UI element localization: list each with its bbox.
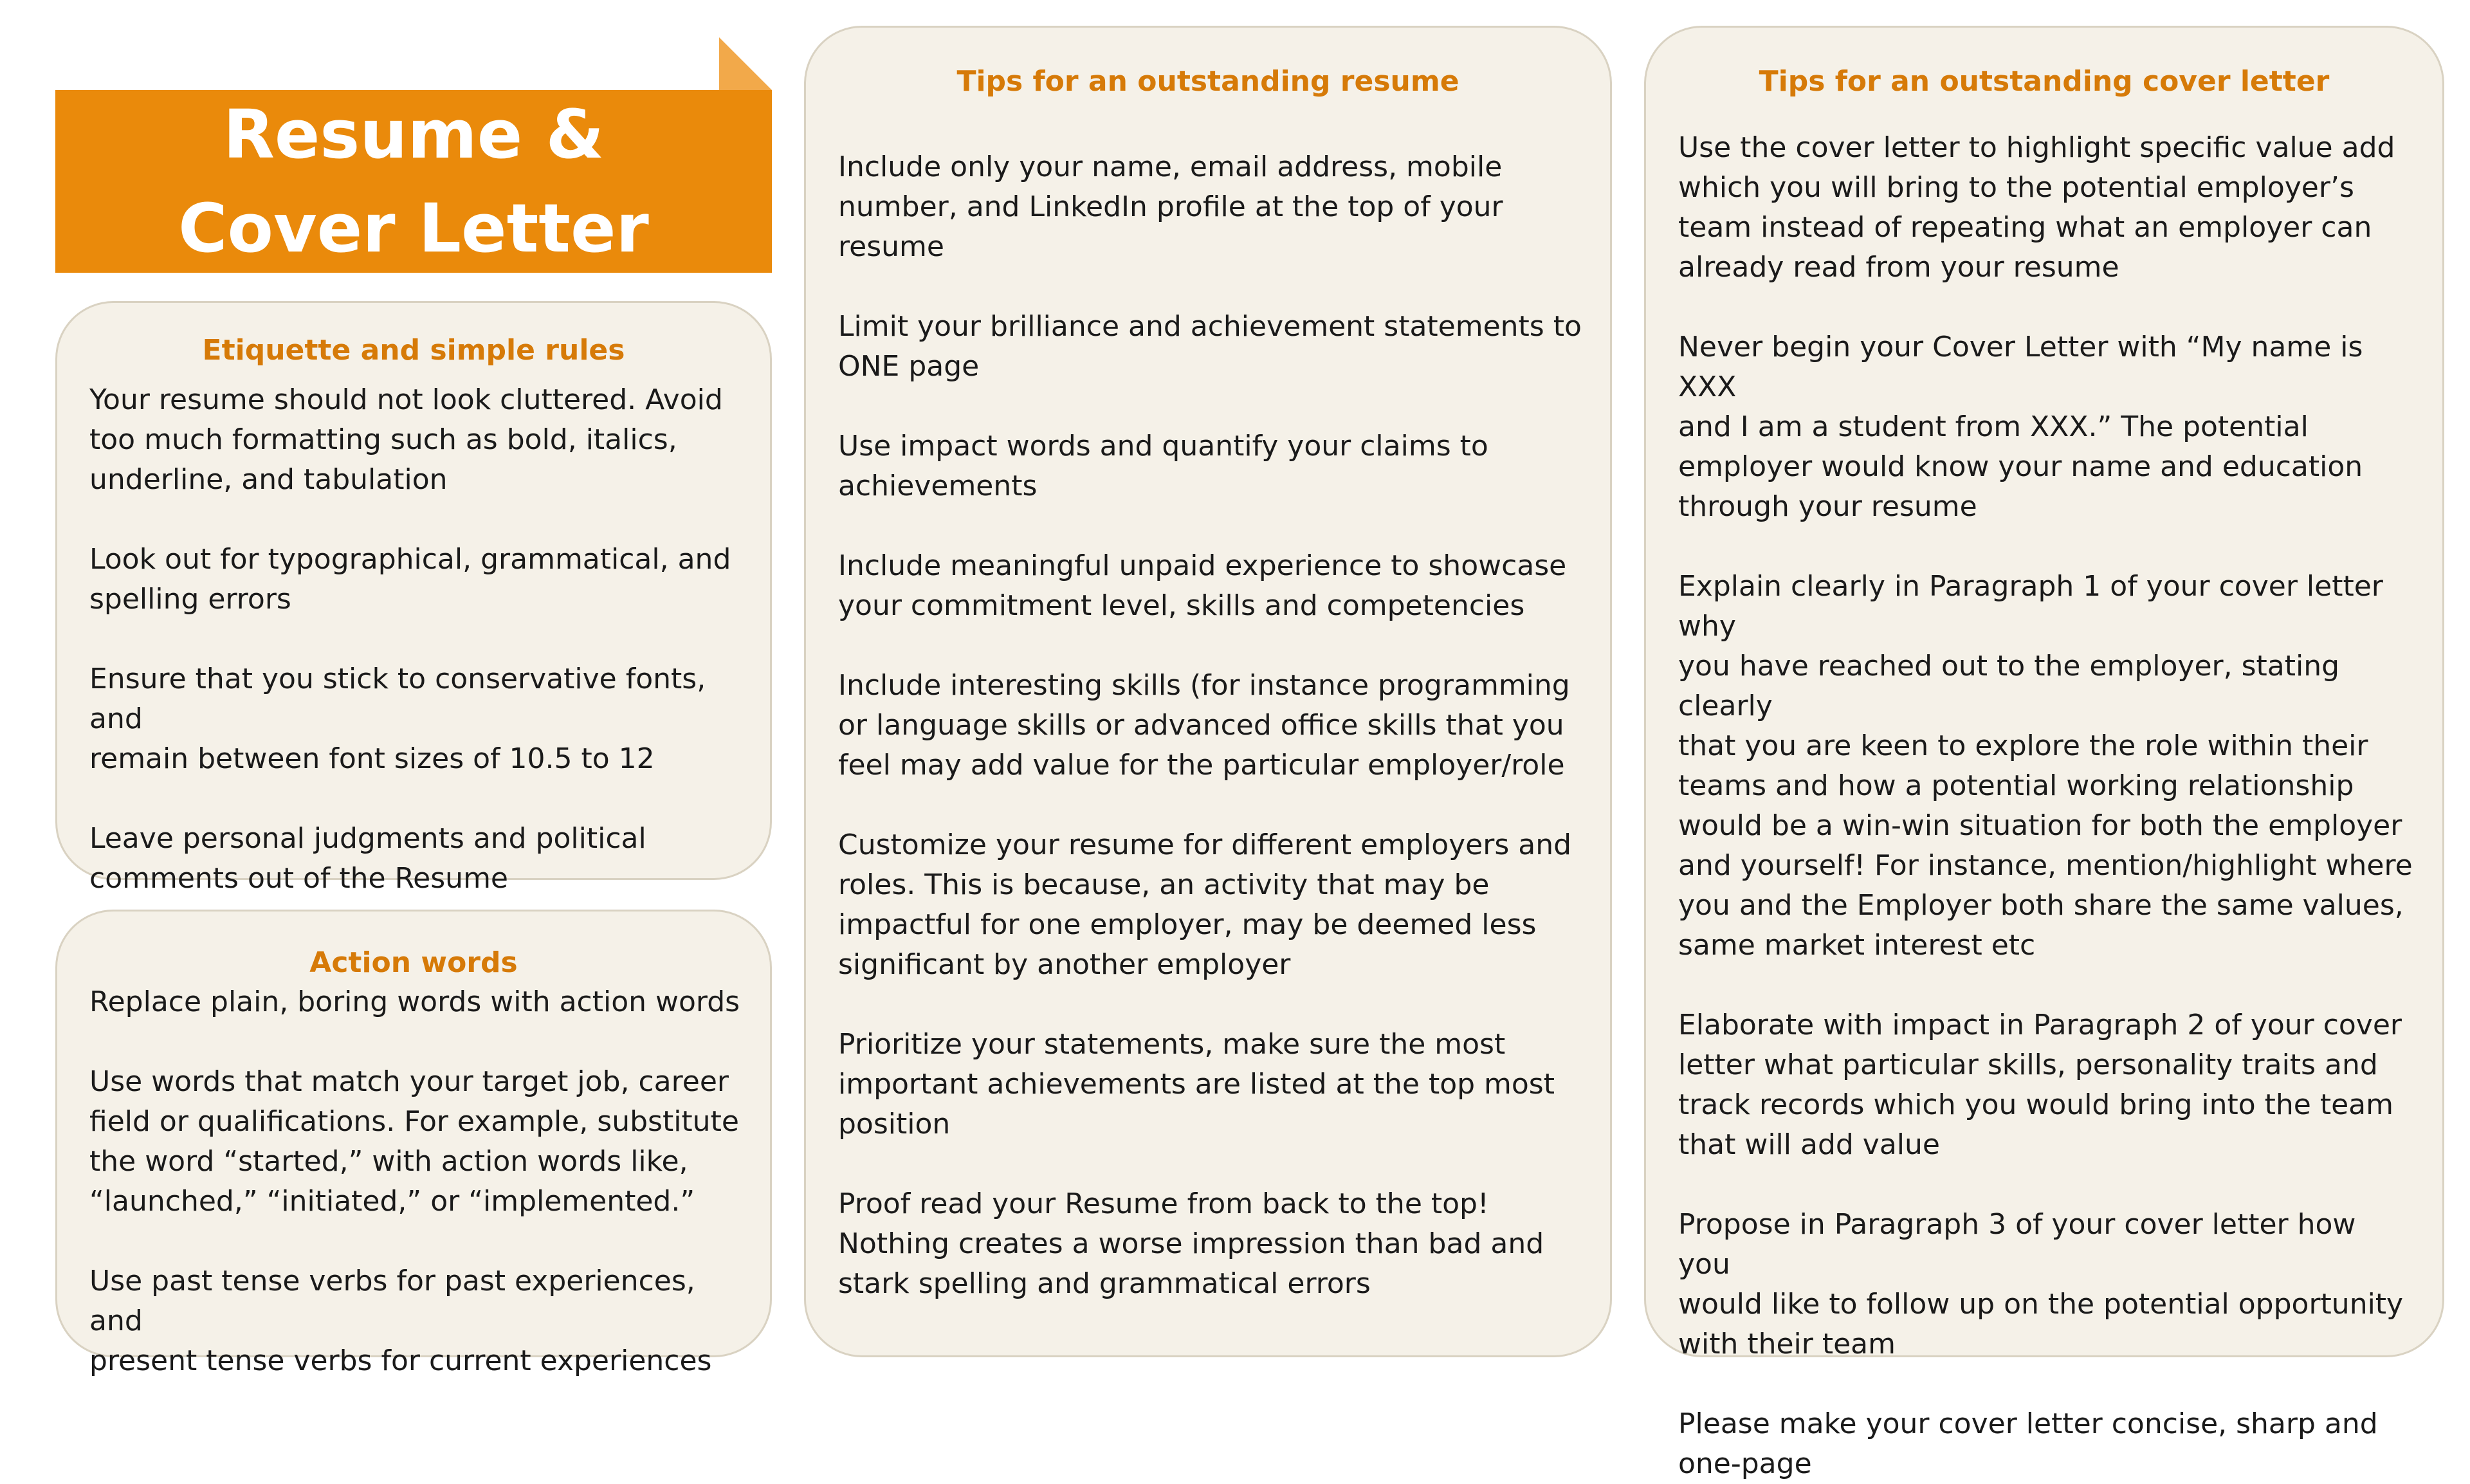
cover-letter-tip-item: Elaborate with impact in Paragraph 2 of your cover letter what particular skills, personality traits and track records which you would bring into the team that will add value [1678,1009,2402,1161]
action-words-item: Use words that match your target job, career field or qualifications. For example, substitute the word “started,” with action words like, “launched,” “initiated,” or “implemented.” [89,1065,739,1218]
resume-tip-item: Include only your name, email address, mobile number, and LinkedIn profile at the top of your resume [838,151,1503,263]
cover-letter-tip-item: Please make your cover letter concise, sharp and one-page [1678,1407,2378,1480]
action-words-item: Replace plain, boring words with action words [89,985,740,1018]
action-words-item: Use past tense verbs for past experiences, and present tense verbs for current experiences [89,1265,712,1377]
action-words-heading: Action words [309,946,518,979]
resume-tip-item: Customize your resume for different employers and roles. This is because, an activity that may be impactful for one employer, may be deemed less significant by another employer [838,829,1572,981]
cover-letter-tips-list [1678,128,2417,1484]
action-words-list [89,982,744,1381]
resume-tip-item: Proof read your Resume from back to the top! Nothing creates a worse impression than bad and stark spelling and grammatical errors [838,1187,1544,1300]
etiquette-item: Look out for typographical, grammatical, and spelling errors [89,543,731,616]
page-title [55,90,772,273]
cover-letter-tips-heading: Tips for an outstanding cover letter [1759,65,2330,98]
cover-letter-tip-item: Propose in Paragraph 3 of your cover letter how you would like to follow up on the potential opportunity with their team [1678,1208,2404,1360]
resume-tip-item: Include meaningful unpaid experience to showcase your commitment level, skills and competencies [838,549,1567,622]
resume-tip-item: Limit your brilliance and achievement statements to ONE page [838,310,1582,383]
page-title-line-1: Resume & [223,95,605,174]
resume-tip-item: Use impact words and quantify your claims to achievements [838,430,1488,502]
resume-tip-item: Prioritize your statements, make sure the most important achievements are listed at the top most position [838,1028,1555,1140]
cover-letter-tip-item: Never begin your Cover Letter with “My name is XXX and I am a student from XXX.” The potential employer would know your name and education through your resume [1678,331,2363,523]
etiquette-panel [55,301,772,895]
banner-fold [719,37,772,90]
resume-tips-panel [804,26,1612,1357]
etiquette-list [89,380,744,899]
etiquette-item: Ensure that you stick to conservative fonts, and remain between font sizes of 10.5 to 12 [89,663,706,775]
cover-letter-tip-item: Use the cover letter to highlight specific value add which you will bring to the potential employer’s team instead of repeating what an employer can already read from your resume [1678,131,2395,284]
etiquette-item: Leave personal judgments and political comments out of the Resume [89,822,646,895]
resume-tips-list [838,147,1584,1304]
etiquette-item: Your resume should not look cluttered. Avoid too much formatting such as bold, italics, underline, and tabulation [89,383,723,496]
action-words-panel [55,910,772,1377]
etiquette-heading: Etiquette and simple rules [202,334,625,367]
resume-tip-item: Include interesting skills (for instance programming or language skills or advanced office skills that you feel may add value for the particular employer/role [838,669,1570,782]
cover-letter-tip-item: Explain clearly in Paragraph 1 of your cover letter why you have reached out to the employer, stating clearly that you are keen to explore the role within their teams and how a potential working relationship would be a win-win situation for both the employer and yourself! For instance, mention/highlight where you and the Employer both share the same values, same market interest etc [1678,570,2413,962]
title-banner [55,90,772,273]
cover-letter-tips-panel [1644,26,2444,1480]
resume-tips-heading: Tips for an outstanding resume [956,65,1459,98]
page-title-line-2: Cover Letter [178,189,649,268]
